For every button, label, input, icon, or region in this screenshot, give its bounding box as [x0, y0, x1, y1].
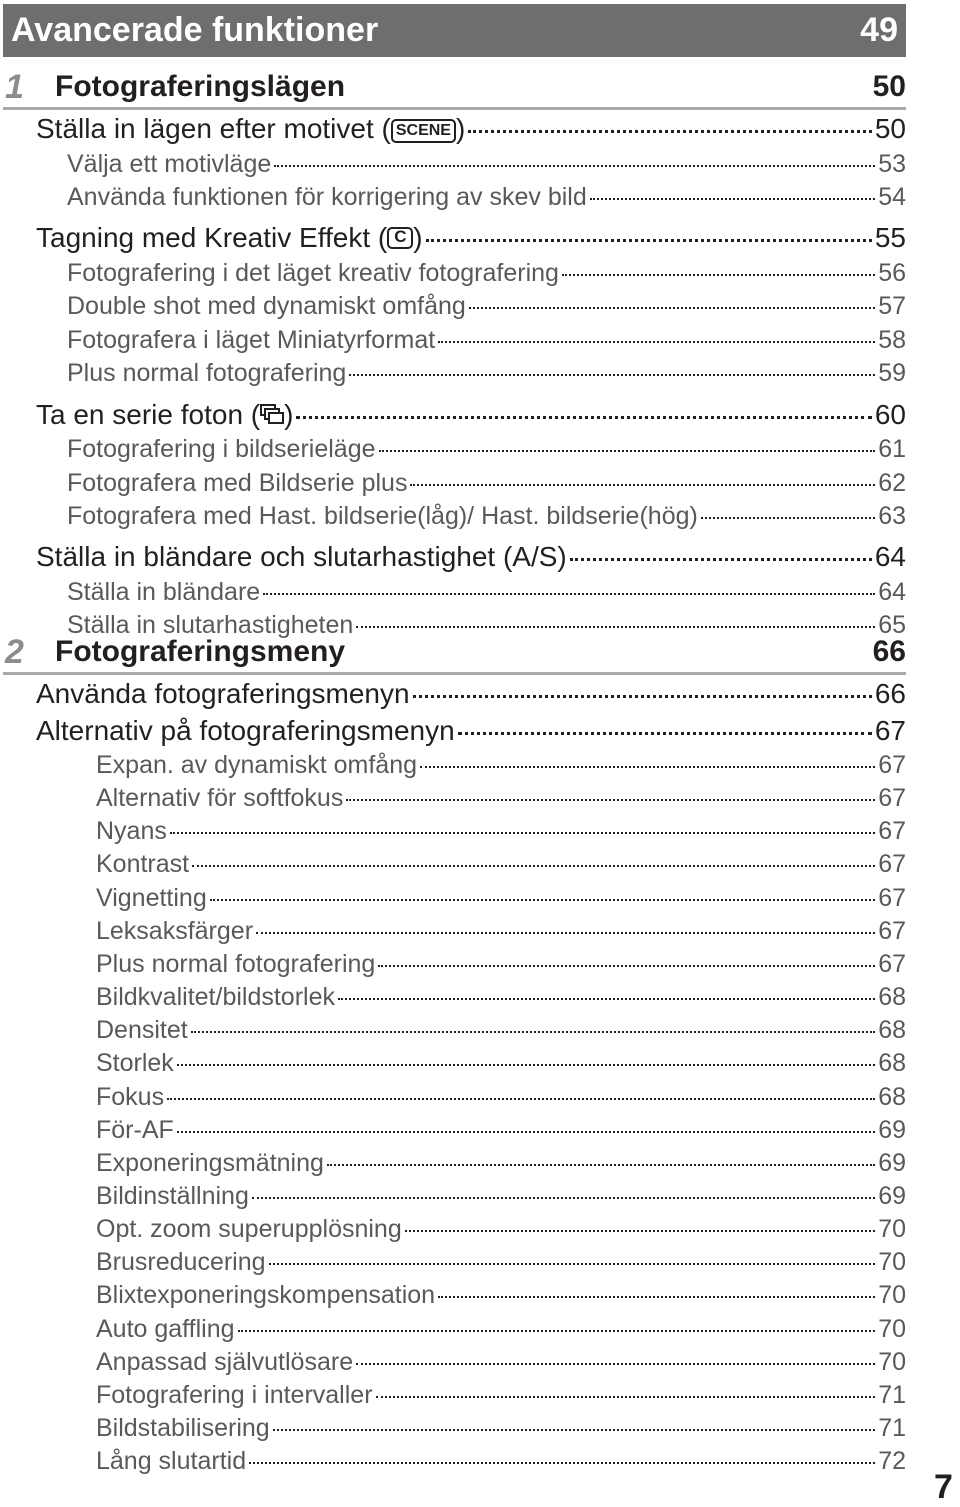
- toc-entry-title: [96, 1248, 266, 1277]
- section-page: 49: [860, 11, 898, 49]
- dot-leader: [701, 517, 875, 519]
- dot-leader: [562, 274, 875, 276]
- toc-entry-text: Lång slutartid: [96, 1447, 247, 1476]
- creative-effect-icon: [387, 227, 413, 249]
- toc-entry-title: [96, 1149, 324, 1178]
- toc-entry-title: [96, 1182, 249, 1211]
- toc-entry-text: Tagning med Kreativ Effekt (: [36, 222, 388, 254]
- toc-entry-text: Brusreducering: [96, 1248, 266, 1277]
- toc-entry-title: [67, 502, 698, 531]
- toc-entry[interactable]: [36, 222, 906, 258]
- toc-entry-text: Fokus: [96, 1082, 165, 1111]
- chapter-heading[interactable]: [3, 67, 906, 110]
- toc-entry-text: Fotografering i intervaller: [96, 1380, 373, 1409]
- toc-entry-page: 70: [878, 1248, 906, 1277]
- toc-entry-title: [96, 1315, 235, 1344]
- toc-entry-text: Alternativ för softfokus: [96, 784, 344, 813]
- toc-entry-page: 70: [878, 1314, 906, 1343]
- toc-entry[interactable]: [96, 884, 906, 917]
- toc-entry-text: Bildinställning: [96, 1181, 249, 1210]
- toc-entry-text: Ställa in bländare: [67, 577, 261, 606]
- toc-entry[interactable]: [36, 399, 906, 435]
- toc-entry-text: För-AF: [96, 1115, 174, 1144]
- toc-entry-text: Fotografera med Hast. bildserie(låg)/ Hast. bildserie(hög): [67, 501, 698, 530]
- toc-entry-text: Välja ett motivläge: [67, 149, 272, 178]
- toc-entry-page: 70: [878, 1281, 906, 1310]
- toc-entry-page: 72: [878, 1447, 906, 1476]
- toc-entry-title: [96, 751, 417, 780]
- toc-entry[interactable]: [96, 1281, 906, 1314]
- dot-leader: [210, 899, 875, 901]
- dot-leader: [376, 1396, 876, 1398]
- toc-entry-page: 50: [874, 113, 906, 144]
- toc-entry-title: [96, 1348, 353, 1377]
- toc-entry-page: 65: [878, 611, 906, 640]
- page-number: 7: [934, 1468, 953, 1506]
- toc-entry[interactable]: [67, 150, 906, 183]
- toc-entry[interactable]: [67, 259, 906, 292]
- toc-entry-title: [36, 678, 410, 710]
- toc-entry-text: Plus normal fotografering: [67, 359, 347, 388]
- toc-entry-text: Ställa in bländare och slutarhastighet (A/S): [36, 541, 567, 573]
- toc-entry[interactable]: [96, 1149, 906, 1182]
- toc-entry[interactable]: [96, 817, 906, 850]
- toc-entry[interactable]: [96, 784, 906, 817]
- dot-leader: [590, 198, 875, 200]
- toc-entry-page: 71: [878, 1414, 906, 1442]
- toc-entry-title: [36, 113, 465, 146]
- toc-entry-page: 71: [878, 1380, 906, 1409]
- dot-leader: [296, 416, 871, 419]
- toc-entry-text: Auto gaffling: [96, 1314, 235, 1343]
- toc-entry-page: 59: [878, 359, 906, 388]
- toc-entry[interactable]: [96, 1414, 906, 1447]
- toc-entry[interactable]: [96, 1083, 906, 1116]
- toc-entry[interactable]: [96, 1016, 906, 1049]
- toc-entry-title: [96, 784, 343, 813]
- toc-entry-title: [67, 578, 260, 607]
- toc-entry-page: 68: [878, 1082, 906, 1111]
- toc-entry-page: 69: [878, 1115, 906, 1144]
- chapter-number: 1: [5, 67, 24, 106]
- toc-entry-title: [96, 950, 375, 979]
- dot-leader: [238, 1330, 876, 1332]
- dot-leader: [378, 965, 875, 967]
- chapter-heading[interactable]: [3, 632, 906, 675]
- toc-entry-title: [96, 983, 335, 1012]
- toc-entry-text: Leksaksfärger: [96, 916, 254, 945]
- toc-entry-text: Exponeringsmätning: [96, 1148, 324, 1177]
- dot-leader: [177, 1064, 875, 1066]
- toc-entry[interactable]: [96, 1315, 906, 1348]
- toc-entry-text: Alternativ på fotograferingsmenyn: [36, 714, 455, 746]
- dot-leader: [469, 307, 875, 309]
- dot-leader: [356, 626, 875, 628]
- toc-entry-title: [36, 399, 293, 431]
- toc-entry[interactable]: [67, 502, 906, 535]
- toc-entry-suffix: ): [284, 398, 294, 430]
- dot-leader: [273, 1429, 875, 1431]
- toc-entry-text: Fotografering i det läget kreativ fotografering: [67, 258, 559, 287]
- toc-entry-title: [96, 850, 189, 879]
- toc-entry-title: [96, 1049, 174, 1078]
- toc-entry[interactable]: [67, 183, 906, 216]
- toc-entry[interactable]: [96, 983, 906, 1016]
- toc-entry-text: Blixtexponeringskompensation: [96, 1281, 436, 1310]
- dot-leader: [349, 374, 875, 376]
- toc-entry-page: 60: [874, 398, 906, 430]
- toc-entry-text: Fotografering i bildserieläge: [67, 435, 376, 464]
- toc-entry-suffix: ): [413, 222, 423, 254]
- toc-entry[interactable]: [96, 1381, 906, 1414]
- toc-entry-text: Densitet: [96, 1016, 188, 1045]
- toc-entry-text: Kontrast: [96, 850, 190, 879]
- toc-entry-title: [67, 292, 466, 321]
- toc-entry-page: 67: [878, 883, 906, 912]
- toc-entry-text: Anpassad självutlösare: [96, 1347, 354, 1376]
- toc-entry-text: Bildkvalitet/bildstorlek: [96, 983, 335, 1012]
- chapter-page: 50: [872, 70, 906, 103]
- toc-entry-page: 66: [874, 678, 906, 709]
- dot-leader: [438, 1296, 875, 1298]
- toc-entry-title: [96, 1381, 373, 1410]
- toc-entry-page: 67: [878, 949, 906, 978]
- dot-leader: [379, 450, 876, 452]
- toc-entry-text: Plus normal fotografering: [96, 949, 376, 978]
- toc-entry[interactable]: [36, 678, 906, 714]
- dot-leader: [167, 1098, 875, 1100]
- toc-entry[interactable]: [96, 751, 906, 784]
- toc-entry-text: Ställa in slutarhastigheten: [67, 611, 354, 640]
- toc-entry[interactable]: [67, 578, 906, 611]
- dot-leader: [426, 239, 872, 242]
- dot-leader: [256, 932, 875, 934]
- toc-entry-page: 63: [878, 501, 906, 530]
- toc-entry-text: Vignetting: [96, 883, 207, 912]
- toc-entry[interactable]: [36, 113, 906, 149]
- toc-entry-page: 67: [878, 751, 906, 779]
- dot-leader: [249, 1462, 875, 1464]
- toc-entry-title: [96, 884, 207, 913]
- toc-entry-title: [96, 817, 167, 846]
- toc-entry-text: Ta en serie foton (: [36, 398, 261, 430]
- toc-entry-title: [96, 1447, 246, 1476]
- dot-leader: [191, 1031, 875, 1033]
- toc-entry[interactable]: [36, 541, 906, 577]
- toc-entry-text: Opt. zoom superupplösning: [96, 1215, 402, 1244]
- toc-entry-text: Expan. av dynamiskt omfång: [96, 751, 417, 779]
- chapter-title: Fotograferingsmeny: [55, 635, 346, 668]
- chapter-page: 66: [872, 635, 906, 668]
- toc-entry-page: 69: [878, 1181, 906, 1210]
- toc-entry-text: Nyans: [96, 817, 167, 846]
- toc-entry-page: 68: [878, 983, 906, 1012]
- toc-entry-title: [67, 326, 435, 355]
- toc-entry[interactable]: [67, 326, 906, 359]
- toc-entry-title: [67, 150, 271, 179]
- toc-entry-title: [67, 259, 559, 288]
- dot-leader: [274, 165, 875, 167]
- toc-entry-page: 67: [878, 916, 906, 945]
- dot-leader: [338, 998, 875, 1000]
- toc-entry-text: Bildstabilisering: [96, 1414, 270, 1442]
- toc-entry-page: 68: [878, 1049, 906, 1078]
- toc-entry-text: Double shot med dynamiskt omfång: [67, 292, 466, 321]
- dot-leader: [458, 732, 872, 735]
- toc-entry[interactable]: [96, 1447, 906, 1480]
- dot-leader: [252, 1197, 875, 1199]
- scene-mode-icon: SCENE: [391, 119, 456, 143]
- dot-leader: [177, 1131, 875, 1133]
- toc-entry-title: [96, 917, 253, 946]
- dot-leader: [468, 130, 872, 133]
- toc-entry-page: 53: [878, 149, 906, 178]
- dot-leader: [346, 799, 875, 801]
- toc-entry-page: 64: [878, 577, 906, 606]
- toc-entry-page: 61: [878, 435, 906, 464]
- toc-entry-page: 55: [874, 222, 906, 254]
- toc-entry[interactable]: [67, 469, 906, 502]
- section-title: Avancerade funktioner: [11, 11, 379, 49]
- toc-entry-text: Ställa in lägen efter motivet (: [36, 113, 391, 144]
- section-header-bar: [3, 4, 906, 57]
- chapter-number: 2: [5, 632, 24, 671]
- dot-leader: [269, 1263, 876, 1265]
- chapter-title: Fotograferingslägen: [55, 70, 346, 103]
- dot-leader: [170, 832, 875, 834]
- dot-leader: [410, 484, 875, 486]
- toc-entry-title: [96, 1215, 402, 1244]
- dot-leader: [263, 593, 875, 595]
- toc-entry-page: 70: [878, 1347, 906, 1376]
- toc-entry-title: [36, 541, 567, 573]
- dot-leader: [356, 1363, 875, 1365]
- toc-entry-page: 67: [878, 850, 906, 879]
- toc-entry-title: [96, 1414, 270, 1443]
- toc-entry-title: [36, 715, 455, 747]
- burst-icon: [260, 404, 284, 426]
- toc-entry-page: 58: [878, 325, 906, 354]
- toc-entry[interactable]: [67, 292, 906, 325]
- toc-entry-text: Storlek: [96, 1049, 174, 1078]
- toc-entry-page: 67: [878, 784, 906, 813]
- toc-entry[interactable]: [96, 1348, 906, 1381]
- toc-entry-page: 70: [878, 1215, 906, 1244]
- toc-entry[interactable]: [96, 1049, 906, 1082]
- toc-entry-title: [67, 435, 376, 464]
- toc-entry[interactable]: [96, 1116, 906, 1149]
- toc-entry-title: [67, 469, 407, 498]
- toc-entry-text: Använda funktionen för korrigering av skev bild: [67, 182, 587, 211]
- toc-entry[interactable]: [96, 850, 906, 883]
- toc-entry-page: 57: [878, 292, 906, 321]
- toc-entry-suffix: ): [455, 113, 466, 144]
- toc-entry[interactable]: [67, 359, 906, 392]
- toc-entry-page: 67: [874, 714, 906, 746]
- toc-entry-text: Använda fotograferingsmenyn: [36, 678, 410, 709]
- toc-entry-title: [96, 1016, 188, 1045]
- toc-entry[interactable]: [96, 1182, 906, 1215]
- toc-entry-page: 64: [874, 541, 906, 573]
- toc-entry-title: [96, 1083, 164, 1112]
- toc-entry-title: [96, 1116, 174, 1145]
- toc-entry[interactable]: [67, 435, 906, 468]
- toc-entry[interactable]: [36, 715, 906, 751]
- toc-entry[interactable]: [96, 1248, 906, 1281]
- toc-entry-page: 67: [878, 817, 906, 846]
- dot-leader: [405, 1230, 875, 1232]
- toc-entry[interactable]: [96, 1215, 906, 1248]
- toc-entry[interactable]: [96, 917, 906, 950]
- dot-leader: [420, 766, 875, 768]
- toc-entry[interactable]: [96, 950, 906, 983]
- toc-entry-title: [67, 359, 346, 388]
- toc-entry-text: Fotografera i läget Miniatyrformat: [67, 325, 436, 354]
- toc-entry-title: [96, 1281, 435, 1310]
- dot-leader: [570, 558, 872, 561]
- dot-leader: [327, 1164, 875, 1166]
- toc-entry-page: 69: [878, 1148, 906, 1177]
- dot-leader: [438, 341, 875, 343]
- toc-entry-text: Fotografera med Bildserie plus: [67, 468, 408, 497]
- toc-entry-title: [67, 183, 587, 212]
- toc-entry-page: 68: [878, 1016, 906, 1045]
- dot-leader: [192, 865, 875, 867]
- toc-entry-page: 62: [878, 468, 906, 497]
- toc-entry-page: 54: [878, 182, 906, 211]
- toc-entry-title: [36, 222, 423, 254]
- dot-leader: [413, 695, 872, 698]
- toc-entry-page: 56: [878, 258, 906, 287]
